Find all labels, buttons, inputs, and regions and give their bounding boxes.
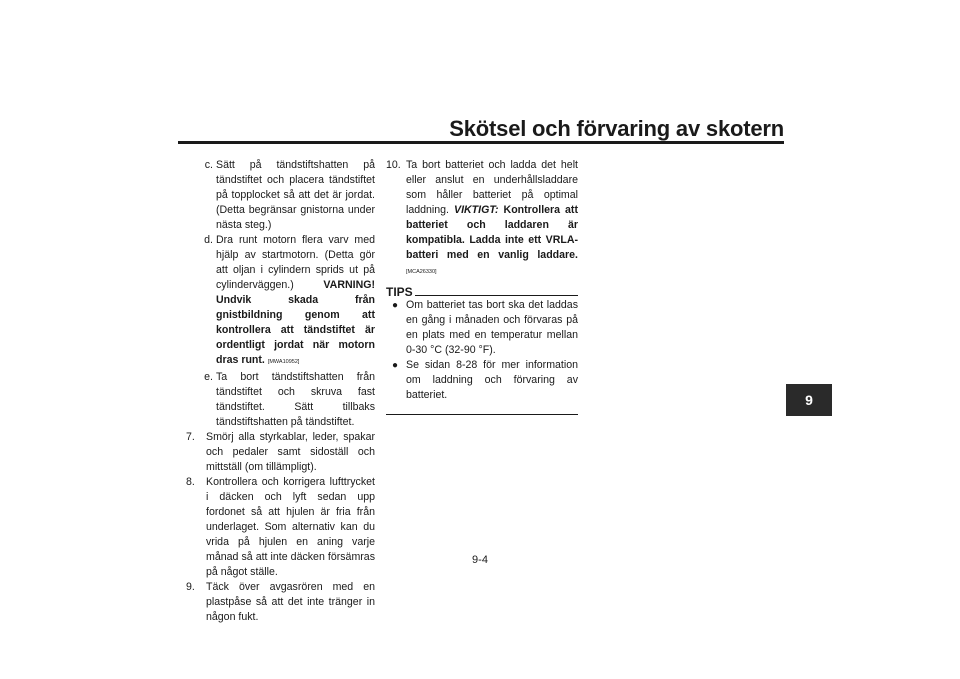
step-7-text: Smörj alla styrkablar, leder, spakar och pedaler samt sidoställ och mittställ (om tillämpligt). xyxy=(206,431,375,473)
tip-text: Se sidan 8-28 för mer information om laddning och förvaring av batteriet. xyxy=(406,359,578,401)
step-7-label: 7. xyxy=(186,431,195,443)
step-9-label: 9. xyxy=(186,581,195,593)
header-rule xyxy=(178,141,784,144)
notice-label: VIKTIGT: xyxy=(454,204,499,216)
step-c-label: c. xyxy=(204,159,213,171)
step-e xyxy=(186,370,375,430)
step-c-text: Sätt på tändstiftshatten på tändstiftet och placera tändstiftet på topplocket så att det är jordat. (Detta begränsar gnistorna under nästa steg.) xyxy=(216,159,375,231)
page-title: Skötsel och förvaring av skotern xyxy=(449,116,784,141)
tips-rule xyxy=(415,295,578,296)
step-10 xyxy=(386,158,578,280)
tip-item xyxy=(386,298,578,358)
step-8-label: 8. xyxy=(186,476,195,488)
page-number: 9-4 xyxy=(472,554,488,566)
step-7 xyxy=(186,430,375,475)
step-10-text: Ta bort batteriet och ladda det helt eller anslut en underhållsladdare som håller batteriet på optimal laddning. xyxy=(406,159,578,216)
step-e-text: Ta bort tändstiftshatten från tändstiftet och skruva fast tändstiftet. Sätt tillbaks tändstiftshatten på tändstiftet. xyxy=(216,371,375,428)
step-c xyxy=(186,158,375,233)
step-8-text: Kontrollera och korrigera lufttrycket i däcken och lyft sedan upp fordonet så att hjulen är fria från underlaget. Som alternativ kan du vrida på hjulen en aning varje månad så att inte däcken försämras på något ställe. xyxy=(206,476,375,578)
tips-label: TIPS xyxy=(386,285,413,299)
step-10-label: 10. xyxy=(386,159,401,171)
right-column xyxy=(386,158,578,415)
tips-header xyxy=(386,286,578,298)
chapter-tab: 9 xyxy=(786,384,832,416)
warning-text: VARNING! Undvik skada från gnistbildning genom att kontrollera att tändstiftet är ordentligt jordat när motorn dras runt. xyxy=(216,279,375,366)
step-d-text: Dra runt motorn flera varv med hjälp av startmotorn. (Detta gör att oljan i cylindern sprids ut på cylinderväggen.) xyxy=(216,234,375,291)
bullet-icon: ● xyxy=(392,360,399,371)
tips-end-rule xyxy=(386,414,578,415)
step-d xyxy=(186,233,375,370)
warning-code: [MWA10952] xyxy=(267,359,300,365)
step-9 xyxy=(186,580,375,625)
notice-text: Kontrollera att batteriet och laddaren är kompatibla. Ladda inte ett VRLA-batteri med en vanlig laddare. xyxy=(406,204,578,261)
notice-code: [MCA26330] xyxy=(406,269,437,275)
step-d-label: d. xyxy=(204,234,213,246)
bullet-icon: ● xyxy=(392,300,399,311)
tip-item xyxy=(386,358,578,403)
step-e-label: e. xyxy=(204,371,213,383)
tip-text: Om batteriet tas bort ska det laddas en gång i månaden och förvaras på en plats med en temperatur mellan 0-30 °C (32-90 °F). xyxy=(406,299,578,356)
step-9-text: Täck över avgasrören med en plastpåse så att det inte tränger in någon fukt. xyxy=(206,581,375,623)
